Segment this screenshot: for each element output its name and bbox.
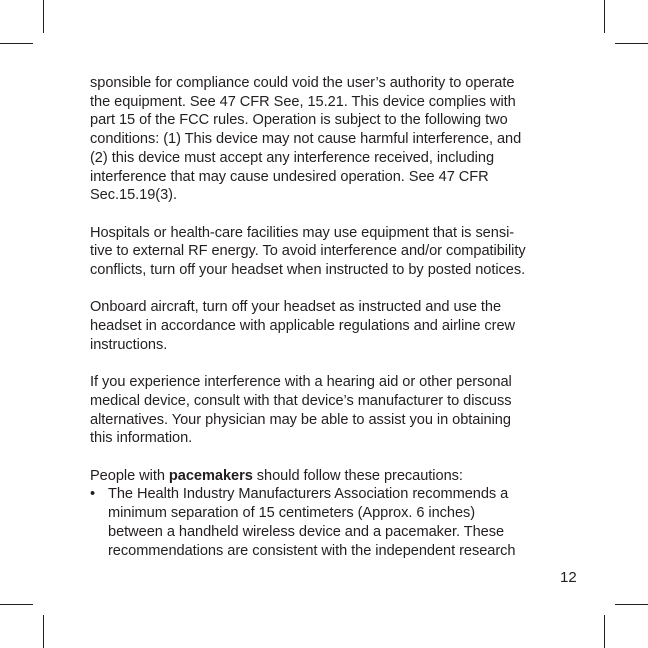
text-line: Onboard aircraft, turn off your headset as instructed and use the [90,299,502,316]
text-line: the equipment. See 47 CFR See, 15.21. This device complies with [90,93,516,110]
text-line: alternatives. Your physician may be able to assist you in obtaining [90,411,511,428]
pacemakers-emphasis: pacemakers [168,467,253,484]
crop-mark-top-left-vertical [43,0,44,33]
text-line: headset in accordance with applicable regulations and airline crew [90,318,516,335]
crop-mark-bottom-left-vertical [43,615,44,648]
text-line: between a handheld wireless device and a pacemaker. These [108,523,505,540]
text-line: recommendations are consistent with the independent research [108,542,516,559]
paragraph-aircraft [90,298,570,354]
crop-mark-top-right-vertical [604,0,605,33]
text-line: (2) this device must accept any interference received, including [90,149,495,166]
text-line: conditions: (1) This device may not cause harmful interference, and [90,131,522,148]
crop-mark-bottom-right-vertical [604,615,605,648]
text-line: The Health Industry Manufacturers Association recommends a [108,486,509,503]
paragraph-hospitals [90,224,570,280]
paragraph-fcc-compliance [90,74,570,205]
text-line: Sec.15.19(3). [90,187,177,204]
text-line: tive to external RF energy. To avoid interference and/or compatibility [90,243,526,260]
paragraph-hearing-aid [90,373,570,448]
text-line: interference that may cause undesired operation. See 47 CFR [90,168,489,185]
pacemakers-intro [90,467,570,486]
crop-mark-top-right-horizontal [615,43,648,44]
bullet-icon: • [90,486,96,503]
intro-prefix: People with [90,467,169,484]
crop-mark-bottom-right-horizontal [615,604,648,605]
text-line: If you experience interference with a hearing aid or other personal [90,374,512,391]
text-line: sponsible for compliance could void the user’s authority to operate [90,75,515,91]
text-line: minimum separation of 15 centimeters (Approx. 6 inches) [108,505,476,522]
pacemakers-section [90,467,570,561]
crop-mark-bottom-left-horizontal [0,604,33,605]
text-line: Hospitals or health-care facilities may use equipment that is sensi- [90,224,515,241]
list-item [90,485,570,560]
text-line: this information. [90,430,193,447]
crop-mark-top-left-horizontal [0,43,33,44]
text-line: conflicts, turn off your headset when instructed to by posted notices. [90,262,526,279]
page-number: 12 [560,569,577,586]
body-text [90,74,570,560]
text-line: medical device, consult with that device’s manufacturer to discuss [90,392,512,409]
text-line: instructions. [90,336,168,353]
intro-suffix: should follow these precautions: [252,467,463,484]
text-line: part 15 of the FCC rules. Operation is subject to the following two [90,112,508,129]
